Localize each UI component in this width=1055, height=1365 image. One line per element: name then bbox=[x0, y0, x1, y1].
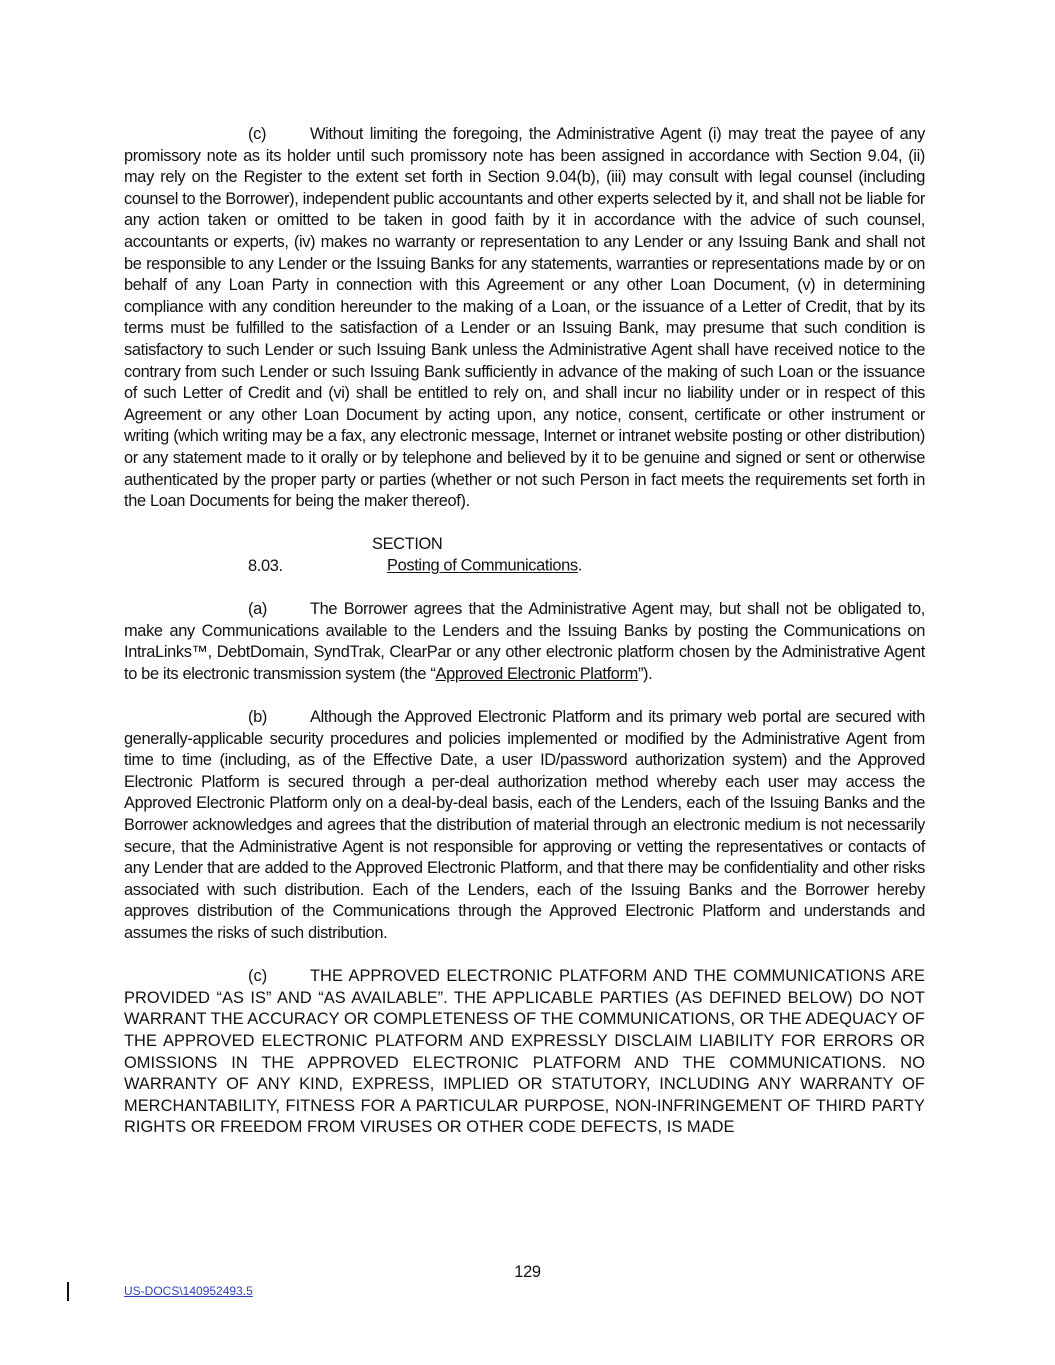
document-id-link[interactable]: US-DOCS\140952493.5 bbox=[124, 1284, 253, 1298]
section-heading bbox=[124, 534, 925, 577]
paragraph-marker: (b) bbox=[248, 708, 267, 727]
paragraph-text: Without limiting the foregoing, the Administrative Agent (i) may treat the payee of any promissory note as its holder until such promissory note has been assigned in accordance with Section 9.04, (ii) may rely on the Register to the extent set forth in Section 9.04(b), (iii) may consult with legal counsel (including counsel to the Borrower), independent public accountants and other experts selected by it, and shall not be liable for any action taken or omitted to be taken in good faith by it in accordance with the advice of such counsel, accountants or experts, (iv) makes no warranty or representation to any Lender or any Issuing Bank and shall not be responsible to any Lender or the Issuing Banks for any statements, warranties or representations made by or on behalf of any Loan Party in connection with this Agreement or any other Loan Document, (v) in determining compliance with any condition hereunder to the making of a Loan, or the issuance of a Letter of Credit, that by its terms must be fulfilled to the satisfaction of a Lender or an Issuing Bank, may presume that such condition is satisfactory to such Lender or such Issuing Bank unless the Administrative Agent shall have received notice to the contrary from such Lender or such Issuing Bank sufficiently in advance of the making of such Loan or the issuance of such Letter of Credit and (vi) shall be entitled to rely on, and shall incur no liability under or in respect of this Agreement or any other Loan Document by acting upon, any notice, consent, certificate or other instrument or writing (which writing may be a fax, any electronic message, Internet or intranet website posting or other distribution) or any statement made to it orally or by telephone and believed by it to be genuine and signed or sent or otherwise authenticated by the proper party or parties (whether or not such Person in fact meets the requirements set forth in the Loan Documents for being the maker thereof). bbox=[124, 125, 925, 511]
page-number: 129 bbox=[514, 1263, 541, 1281]
paragraph-marker: (a) bbox=[248, 600, 267, 619]
paragraph-text: Although the Approved Electronic Platform and its primary web portal are secured with generally-applicable security procedures and policies implemented or modified by the Administrative Agent from time to time (including, as of the Effective Date, a user ID/password authorization system) and the Approved Electronic Platform is secured through a per-deal authorization method whereby each user may access the Approved Electronic Platform only on a deal-by-deal basis, each of the Lenders, each of the Issuing Banks and the Borrower acknowledges and agrees that the distribution of material through an electronic medium is not necessarily secure, that the Administrative Agent is not responsible for approving or vetting the representatives or contacts of any Lender that are added to the Approved Electronic Platform, and that there may be confidentiality and other risks associated with such distribution. Each of the Lenders, each of the Issuing Banks and the Borrower hereby approves distribution of the Communications through the Approved Electronic Platform and understands and assumes the risks of such distribution. bbox=[124, 708, 925, 942]
paragraph-a-posting bbox=[124, 599, 925, 685]
paragraph-c-disclaimer bbox=[124, 966, 925, 1139]
paragraph-text: THE APPROVED ELECTRONIC PLATFORM AND THE COMMUNICATIONS ARE PROVIDED “AS IS” AND “AS AVAILABLE”. THE APPLICABLE PARTIES (AS DEFINED BELOW) DO NOT WARRANT THE ACCURACY OR COMPLETENESS OF THE COMMUNICATIONS, OR THE ADEQUACY OF THE APPROVED ELECTRONIC PLATFORM AND EXPRESSLY DISCLAIM LIABILITY FOR ERRORS OR OMISSIONS IN THE APPROVED ELECTRONIC PLATFORM AND THE COMMUNICATIONS. NO WARRANTY OF ANY KIND, EXPRESS, IMPLIED OR STATUTORY, INCLUDING ANY WARRANTY OF MERCHANTABILITY, FITNESS FOR A PARTICULAR PURPOSE, NON-INFRINGEMENT OF THIRD PARTY RIGHTS OR FREEDOM FROM VIRUSES OR OTHER CODE DEFECTS, IS MADE bbox=[124, 967, 925, 1137]
section-title: Posting of Communications bbox=[387, 556, 578, 575]
revision-change-bar bbox=[67, 1282, 69, 1301]
paragraph-text: The Borrower agrees that the Administrative Agent may, but shall not be obligated to, make any Communications available to the Lenders and the Issuing Banks by posting the Communications on IntraLinks™, DebtDomain, SyndTrak, ClearPar or any other electronic platform chosen by the Administrative Agent to be its electronic transmission system (the “ bbox=[124, 600, 925, 683]
paragraph-marker: (c) bbox=[248, 125, 267, 143]
section-number: SECTION 8.03. bbox=[248, 535, 443, 575]
paragraph-b-security bbox=[124, 707, 925, 945]
paragraph-text-end: ”). bbox=[637, 664, 653, 683]
section-title-period: . bbox=[577, 556, 582, 575]
document-body bbox=[124, 124, 925, 1161]
defined-term: Approved Electronic Platform bbox=[435, 664, 638, 683]
paragraph-marker: (c) bbox=[248, 967, 268, 986]
paragraph-c-reliance bbox=[124, 124, 925, 513]
